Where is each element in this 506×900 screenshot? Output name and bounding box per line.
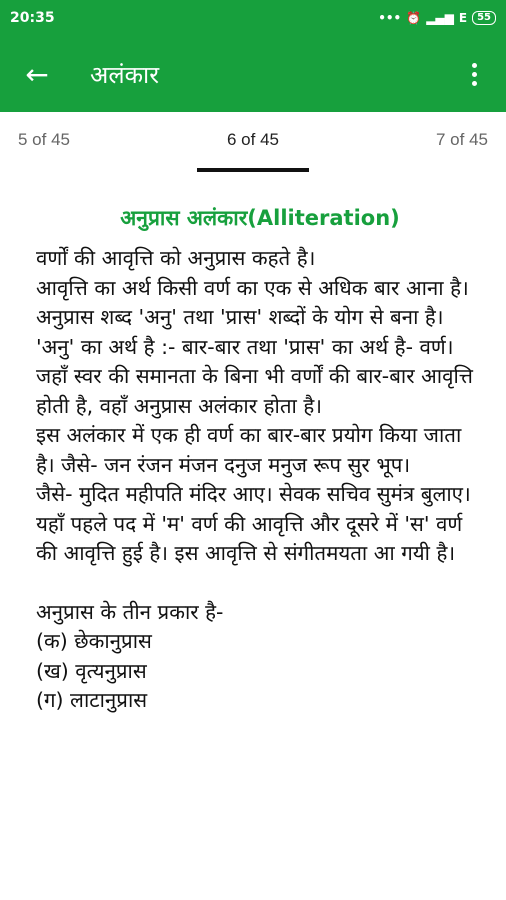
tab-current-page[interactable]: 6 of 45	[227, 130, 279, 149]
article-paragraph: आवृत्ति का अर्थ किसी वर्ण का एक से अधिक बार आना है।	[36, 275, 469, 300]
type-item: (क) छेकानुप्रास	[36, 629, 152, 653]
back-button[interactable]	[12, 49, 62, 99]
more-vert-icon	[472, 63, 477, 86]
types-heading: अनुप्रास के तीन प्रकार है-	[36, 599, 224, 624]
status-time: 20:35	[10, 10, 55, 26]
tab-next-page[interactable]: 7 of 45	[436, 130, 488, 149]
battery-icon	[472, 11, 496, 25]
overflow-menu-button[interactable]	[454, 49, 494, 99]
article-content	[0, 204, 506, 716]
article-paragraph: अनुप्रास शब्द 'अनु' तथा 'प्रास' शब्दों के योग से बना है। 'अनु' का अर्थ है :- बार-बार तथा 'प्रास' का अर्थ है- वर्ण। जहाँ स्वर की समानता के बिना भी वर्णों की बार-बार आवृत्ति होती है, वहाँ अनुप्रास अलंकार होता है।	[36, 305, 473, 418]
signal-icon: ▂▄▆	[426, 11, 454, 25]
article-paragraph: जैसे- मुदित महीपति मंदिर आए। सेवक सचिव सुमंत्र बुलाए।	[36, 482, 471, 506]
app-title: अलंकार	[90, 60, 160, 89]
arrow-back-icon: ←	[25, 57, 49, 91]
more-notifications-icon: •••	[378, 11, 402, 25]
status-bar	[0, 0, 506, 36]
article-paragraph: वर्णों की आवृत्ति को अनुप्रास कहते है।	[36, 246, 316, 270]
page-tabs	[0, 112, 506, 172]
type-item: (ख) वृत्यनुप्रास	[36, 658, 147, 683]
app-bar	[0, 36, 506, 112]
tab-previous-page[interactable]: 5 of 45	[18, 130, 70, 149]
article-title: अनुप्रास अलंकार(Alliteration)	[120, 206, 400, 230]
type-item: (ग) लाटानुप्रास	[36, 688, 148, 712]
status-icons	[378, 11, 496, 25]
article-paragraph: इस अलंकार में एक ही वर्ण का बार-बार प्रयोग किया जाता है। जैसे- जन रंजन मंजन दनुज मनुज रूप सुर भूप।	[36, 423, 462, 477]
network-type: E	[458, 11, 468, 25]
alarm-icon: ⏰	[406, 11, 422, 25]
tab-indicator	[197, 168, 309, 172]
article-paragraph: यहाँ पहले पद में 'म' वर्ण की आवृत्ति और दूसरे में 'स' वर्ण की आवृत्ति हुई है। इस आवृत्ति से संगीतमयता आ गयी है।	[36, 511, 463, 565]
battery-level: 55	[477, 12, 491, 23]
